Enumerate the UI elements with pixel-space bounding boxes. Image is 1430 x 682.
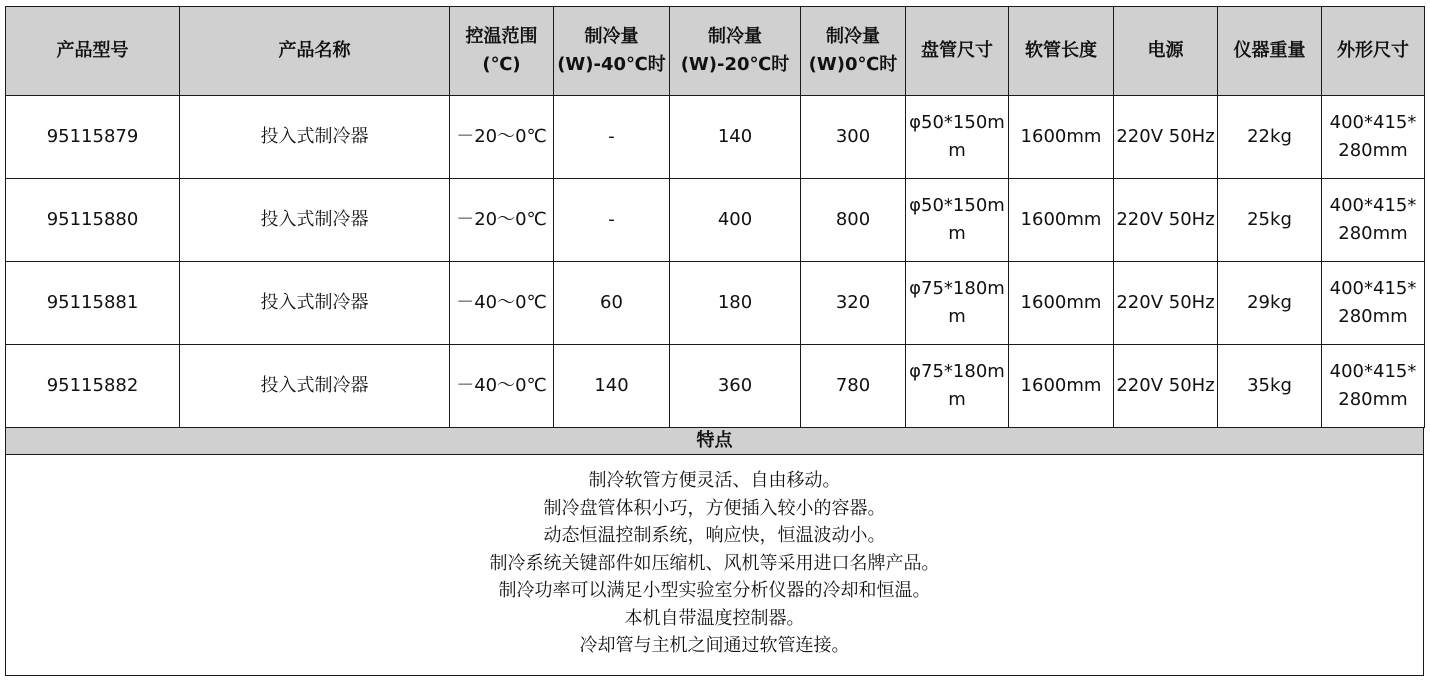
- header-coil-size: 盘管尺寸: [906, 7, 1009, 96]
- cell-product-name: 投入式制冷器: [180, 345, 450, 428]
- cell-product-name: 投入式制冷器: [180, 179, 450, 262]
- cell-power-supply: 220V 50Hz: [1114, 345, 1218, 428]
- header-cooling-0c: 制冷量(W)0℃时: [801, 7, 906, 96]
- cell-cooling-20c: 360: [670, 345, 801, 428]
- header-hose-length: 软管长度: [1009, 7, 1114, 96]
- cell-cooling-40c: -: [554, 179, 670, 262]
- feature-item: 制冷软管方便灵活、自由移动。: [588, 470, 841, 491]
- cell-cooling-40c: 60: [554, 262, 670, 345]
- cell-power-supply: 220V 50Hz: [1114, 96, 1218, 179]
- cell-coil-size: φ75*180mm: [906, 345, 1009, 428]
- header-product-name: 产品名称: [180, 7, 450, 96]
- cell-model-number: 95115879: [6, 96, 180, 179]
- header-cooling-40c: 制冷量(W)-40℃时: [554, 7, 670, 96]
- cell-weight: 29kg: [1218, 262, 1322, 345]
- cell-weight: 22kg: [1218, 96, 1322, 179]
- cell-coil-size: φ50*150mm: [906, 179, 1009, 262]
- table-row: [6, 96, 1425, 179]
- cell-power-supply: 220V 50Hz: [1114, 262, 1218, 345]
- cell-dimensions: 400*415*280mm: [1322, 345, 1425, 428]
- feature-item: 本机自带温度控制器。: [624, 607, 805, 629]
- header-weight: 仪器重量: [1218, 7, 1322, 96]
- cell-power-supply: 220V 50Hz: [1114, 179, 1218, 262]
- cell-coil-size: φ50*150mm: [906, 96, 1009, 179]
- cell-hose-length: 1600mm: [1009, 179, 1114, 262]
- cell-dimensions: 400*415*280mm: [1322, 179, 1425, 262]
- header-temp-range: 控温范围(℃): [450, 7, 554, 96]
- cell-product-name: 投入式制冷器: [180, 96, 450, 179]
- cell-model-number: 95115882: [6, 345, 180, 428]
- table-row: [6, 262, 1425, 345]
- header-cooling-20c: 制冷量(W)-20℃时: [670, 7, 801, 96]
- cell-weight: 25kg: [1218, 179, 1322, 262]
- cell-cooling-0c: 320: [801, 262, 906, 345]
- cell-hose-length: 1600mm: [1009, 345, 1114, 428]
- features-list: [5, 455, 1424, 676]
- cell-cooling-40c: -: [554, 96, 670, 179]
- cell-hose-length: 1600mm: [1009, 96, 1114, 179]
- table-row: [6, 179, 1425, 262]
- cell-weight: 35kg: [1218, 345, 1322, 428]
- header-model-number: 产品型号: [6, 7, 180, 96]
- cell-temp-range: －40～0℃: [450, 262, 554, 345]
- cell-dimensions: 400*415*280mm: [1322, 262, 1425, 345]
- cell-cooling-0c: 780: [801, 345, 906, 428]
- cell-temp-range: －40～0℃: [450, 345, 554, 428]
- cell-cooling-0c: 300: [801, 96, 906, 179]
- cell-temp-range: －20～0℃: [450, 179, 554, 262]
- table-header-row: [6, 7, 1425, 96]
- cell-cooling-20c: 400: [670, 179, 801, 262]
- cell-hose-length: 1600mm: [1009, 262, 1114, 345]
- cell-cooling-40c: 140: [554, 345, 670, 428]
- header-dimensions: 外形尺寸: [1322, 7, 1425, 96]
- cell-model-number: 95115880: [6, 179, 180, 262]
- cell-cooling-20c: 180: [670, 262, 801, 345]
- product-spec-table: [5, 6, 1425, 428]
- product-spec-sheet: [5, 6, 1424, 674]
- feature-item: 制冷盘管体积小巧，方便插入较小的容器。: [543, 497, 886, 519]
- header-power-supply: 电源: [1114, 7, 1218, 96]
- cell-product-name: 投入式制冷器: [180, 262, 450, 345]
- features-title: 特点: [5, 428, 1424, 455]
- feature-item: 制冷系统关键部件如压缩机、风机等采用进口名牌产品。: [489, 552, 940, 574]
- cell-cooling-0c: 800: [801, 179, 906, 262]
- cell-temp-range: －20～0℃: [450, 96, 554, 179]
- feature-item: 冷却管与主机之间通过软管连接。: [579, 635, 850, 656]
- feature-item: 动态恒温控制系统，响应快，恒温波动小。: [543, 525, 886, 546]
- cell-coil-size: φ75*180mm: [906, 262, 1009, 345]
- cell-cooling-20c: 140: [670, 96, 801, 179]
- cell-dimensions: 400*415*280mm: [1322, 96, 1425, 179]
- table-row: [6, 345, 1425, 428]
- feature-item: 制冷功率可以满足小型实验室分析仪器的冷却和恒温。: [498, 580, 931, 601]
- cell-model-number: 95115881: [6, 262, 180, 345]
